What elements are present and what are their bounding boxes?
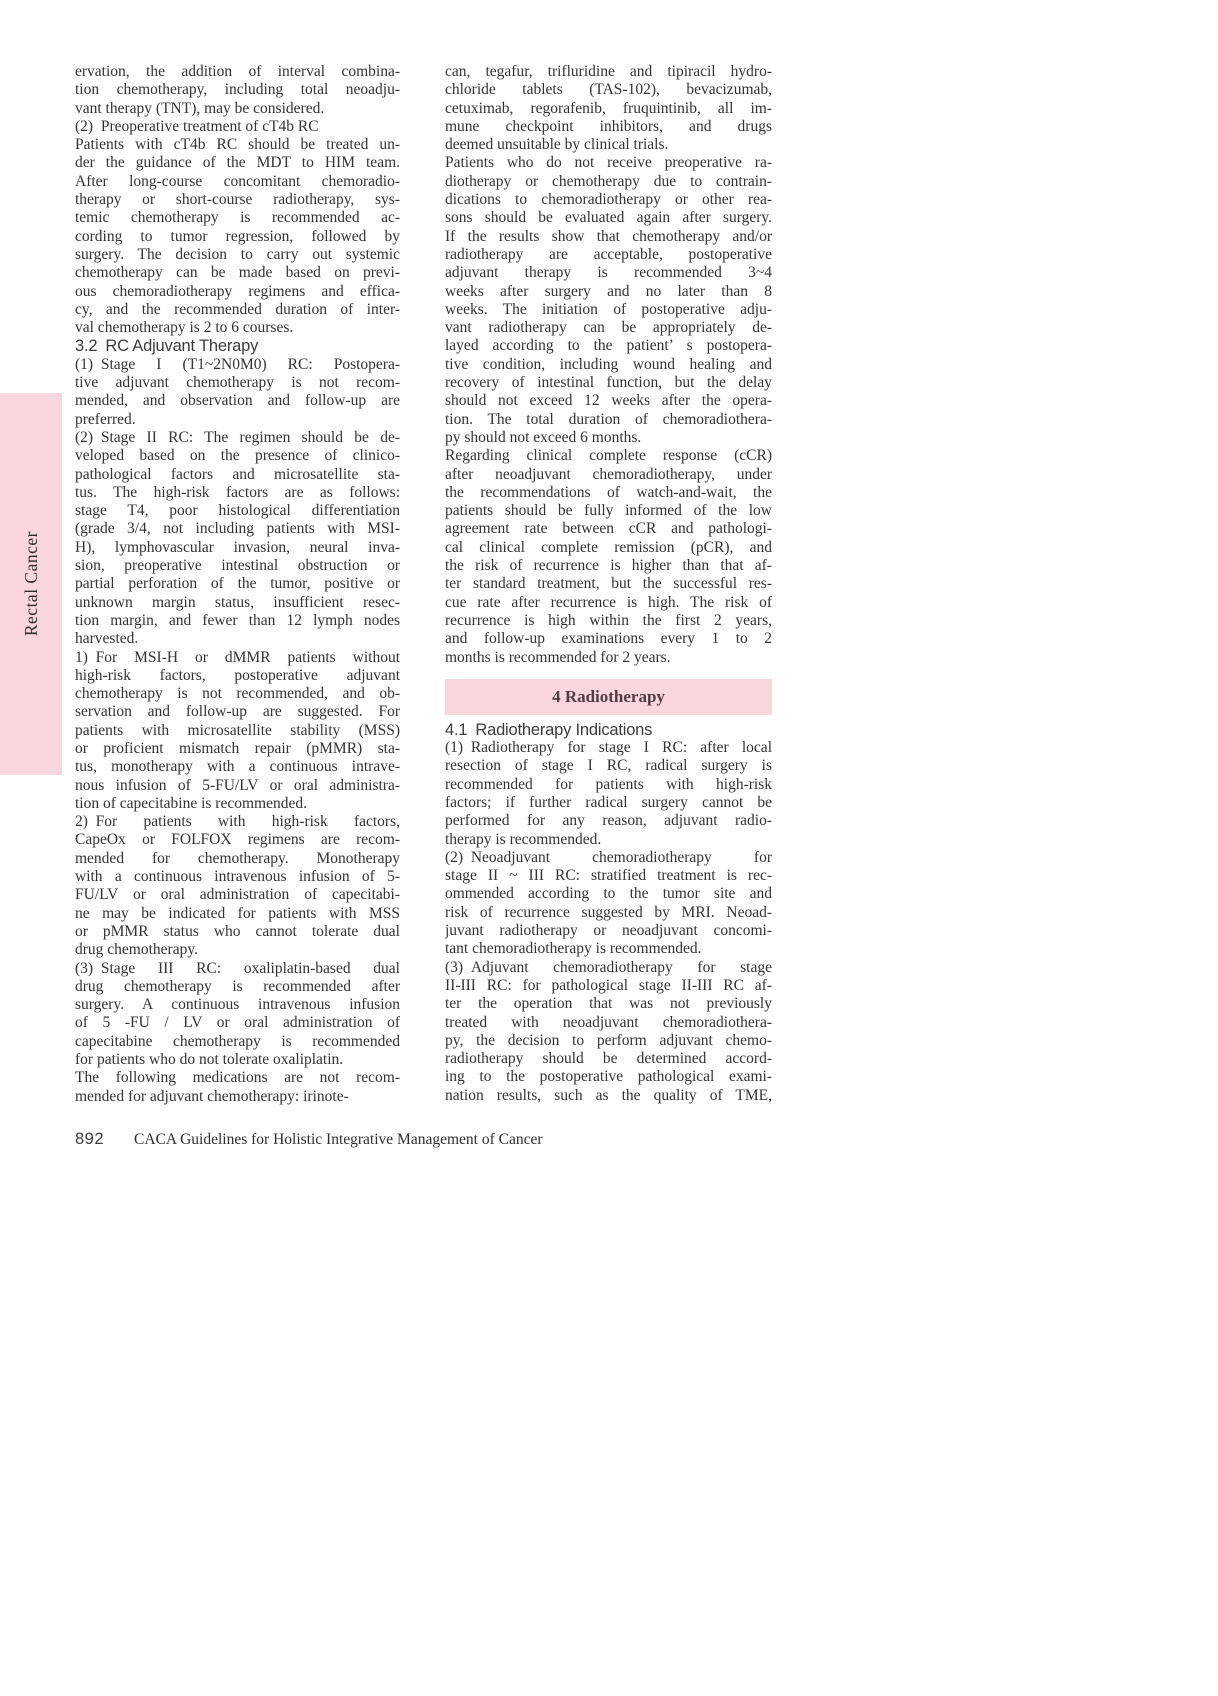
text-line: patients should be fully informed of the low bbox=[445, 502, 772, 520]
text-line: (2) Preoperative treatment of cT4b RC bbox=[75, 117, 319, 135]
text-line: weeks after surgery and no later than 8 bbox=[445, 282, 772, 300]
text-line: tive condition, including wound healing and bbox=[445, 355, 772, 373]
text-line: cy, and the recommended duration of inter- bbox=[75, 300, 400, 318]
text-line: drug chemotherapy is recommended after bbox=[75, 977, 400, 995]
text-line: tus. The high-risk factors are as follows: bbox=[75, 483, 400, 501]
text-line: recurrence is high within the first 2 years, bbox=[445, 611, 772, 629]
text-line: Patients who do not receive preoperative ra- bbox=[445, 154, 772, 172]
text-line: months is recommended for 2 years. bbox=[445, 648, 671, 666]
text-line: tus, monotherapy with a continuous intrave- bbox=[75, 758, 400, 776]
text-line: (1) Stage I (T1~2N0M0) RC: Postopera- bbox=[75, 355, 400, 373]
text-line: for patients who do not tolerate oxaliplatin. bbox=[75, 1051, 344, 1069]
left-text-column bbox=[75, 63, 400, 1106]
text-line: ommended according to the tumor site and bbox=[445, 885, 772, 903]
text-line: drug chemotherapy. bbox=[75, 941, 198, 959]
text-line: treated with neoadjuvant chemoradiothera- bbox=[445, 1013, 772, 1031]
text-line: stage II ~ III RC: stratified treatment is rec- bbox=[445, 867, 772, 885]
text-line: ous chemoradiotherapy regimens and effica- bbox=[75, 282, 400, 300]
text-line: tion margin, and fewer than 12 lymph nodes bbox=[75, 611, 400, 629]
text-line: (3) Stage III RC: oxaliplatin-based dual bbox=[75, 959, 400, 977]
text-line: II-III RC: for pathological stage II-III RC af- bbox=[445, 976, 772, 994]
text-line: or pMMR status who cannot tolerate dual bbox=[75, 922, 400, 940]
text-line: capecitabine chemotherapy is recommended bbox=[75, 1032, 400, 1050]
text-line: ing to the postoperative pathological exami- bbox=[445, 1068, 772, 1086]
subsection-heading: 3.2 RC Adjuvant Therapy bbox=[75, 337, 259, 356]
text-line: mended for chemotherapy. Monotherapy bbox=[75, 849, 400, 867]
text-line: partial perforation of the tumor, positive or bbox=[75, 575, 400, 593]
text-line: with a continuous intravenous infusion of 5- bbox=[75, 868, 400, 886]
text-line: surgery. A continuous intravenous infusion bbox=[75, 996, 400, 1014]
text-line: recommended for patients with high-risk bbox=[445, 775, 772, 793]
text-line: FU/LV or oral administration of capecitabi- bbox=[75, 886, 400, 904]
text-line: (1) Radiotherapy for stage I RC: after local bbox=[445, 739, 772, 757]
text-line: ne may be indicated for patients with MSS bbox=[75, 904, 400, 922]
text-line: pathological factors and microsatellite sta- bbox=[75, 465, 400, 483]
text-line: py should not exceed 6 months. bbox=[445, 428, 642, 446]
text-line: If the results show that chemotherapy and/or bbox=[445, 227, 772, 245]
text-line: After long-course concomitant chemoradio- bbox=[75, 172, 400, 190]
text-line: can, tegafur, trifluridine and tipiracil hydro- bbox=[445, 63, 772, 80]
text-line: tant chemoradiotherapy is recommended. bbox=[445, 940, 702, 958]
page-footer bbox=[75, 1130, 775, 1150]
text-line: cetuximab, regorafenib, fruquintinib, all im- bbox=[445, 99, 772, 117]
text-line: radiotherapy are acceptable, postoperative bbox=[445, 245, 772, 263]
text-line: chloride tablets (TAS-102), bevacizumab, bbox=[445, 81, 772, 99]
text-line: mended for adjuvant chemotherapy: irinote- bbox=[75, 1087, 349, 1105]
text-line: der the guidance of the MDT to HIM team. bbox=[75, 154, 400, 172]
text-line: radiotherapy should be determined accord- bbox=[445, 1050, 772, 1068]
text-line: should not exceed 12 weeks after the opera- bbox=[445, 392, 772, 410]
text-line: mune checkpoint inhibitors, and drugs bbox=[445, 117, 772, 135]
text-line: (2) Neoadjuvant chemoradiotherapy for bbox=[445, 848, 772, 866]
text-line: 2) For patients with high-risk factors, bbox=[75, 813, 400, 831]
text-line: py, the decision to perform adjuvant chemo- bbox=[445, 1031, 772, 1049]
text-line: cal clinical complete remission (pCR), and bbox=[445, 538, 772, 556]
text-line: tion chemotherapy, including total neoadju- bbox=[75, 81, 400, 99]
text-line: patients with microsatellite stability (MSS) bbox=[75, 721, 400, 739]
text-line: (2) Stage II RC: The regimen should be de- bbox=[75, 428, 400, 446]
text-line: cording to tumor regression, followed by bbox=[75, 227, 400, 245]
text-line: ter standard treatment, but the successful res- bbox=[445, 575, 772, 593]
text-line: resection of stage I RC, radical surgery is bbox=[445, 757, 772, 775]
text-line: and follow-up examinations every 1 to 2 bbox=[445, 630, 772, 648]
text-line: diotherapy or chemotherapy due to contrain- bbox=[445, 172, 772, 190]
text-line: Patients with cT4b RC should be treated un- bbox=[75, 136, 400, 154]
text-line: vant radiotherapy can be appropriately de- bbox=[445, 319, 772, 337]
text-line: sion, preoperative intestinal obstruction or bbox=[75, 557, 400, 575]
text-line: high-risk factors, postoperative adjuvant bbox=[75, 666, 400, 684]
chapter-label: Rectal Cancer bbox=[20, 531, 41, 637]
journal-title: CACA Guidelines for Holistic Integrative Management of Cancer bbox=[134, 1131, 543, 1148]
text-line: nous infusion of 5-FU/LV or oral administra- bbox=[75, 776, 400, 794]
page-number: 892 bbox=[75, 1130, 105, 1148]
text-line: deemed unsuitable by clinical trials. bbox=[445, 136, 669, 154]
text-line: Regarding clinical complete response (cCR) bbox=[445, 447, 772, 465]
text-line: vant therapy (TNT), may be considered. bbox=[75, 99, 325, 117]
text-line: CapeOx or FOLFOX regimens are recom- bbox=[75, 831, 400, 849]
text-line: juvant radiotherapy or neoadjuvant concomi- bbox=[445, 922, 772, 940]
text-line: unknown margin status, insufficient resec- bbox=[75, 593, 400, 611]
subsection-heading: 4.1 Radiotherapy Indications bbox=[445, 720, 653, 739]
text-line: surgery. The decision to carry out systemic bbox=[75, 245, 400, 263]
text-line: tion. The total duration of chemoradiothera- bbox=[445, 410, 772, 428]
text-line: factors; if further radical surgery cannot be bbox=[445, 793, 772, 811]
text-line: tion of capecitabine is recommended. bbox=[75, 794, 307, 812]
text-line: val chemotherapy is 2 to 6 courses. bbox=[75, 319, 294, 337]
text-line: weeks. The initiation of postoperative adju- bbox=[445, 300, 772, 318]
text-line: after neoadjuvant chemoradiotherapy, under bbox=[445, 465, 772, 483]
text-line: harvested. bbox=[75, 630, 139, 648]
text-line: of 5 -FU / LV or oral administration of bbox=[75, 1014, 400, 1032]
chapter-tab bbox=[0, 393, 62, 775]
text-line: mended, and observation and follow-up are bbox=[75, 392, 400, 410]
text-line: (grade 3/4, not including patients with MSI- bbox=[75, 520, 400, 538]
text-line: ter the operation that was not previously bbox=[445, 995, 772, 1013]
right-text-column bbox=[445, 63, 772, 1105]
text-line: stage T4, poor histological differentiation bbox=[75, 502, 400, 520]
text-line: (3) Adjuvant chemoradiotherapy for stage bbox=[445, 958, 772, 976]
text-line: chemotherapy can be made based on previ- bbox=[75, 264, 400, 282]
text-line: sons should be evaluated again after surgery. bbox=[445, 209, 772, 227]
text-line: H), lymphovascular invasion, neural inva- bbox=[75, 538, 400, 556]
text-line: or proficient mismatch repair (pMMR) sta- bbox=[75, 739, 400, 757]
text-line: ervation, the addition of interval combina- bbox=[75, 63, 400, 80]
text-line: the recommendations of watch-and-wait, the bbox=[445, 483, 772, 501]
text-line: 1) For MSI-H or dMMR patients without bbox=[75, 648, 400, 666]
text-line: servation and follow-up are suggested. For bbox=[75, 703, 400, 721]
text-line: dications to chemoradiotherapy or other rea- bbox=[445, 191, 772, 209]
text-line: chemotherapy is not recommended, and ob- bbox=[75, 685, 400, 703]
text-line: veloped based on the presence of clinico- bbox=[75, 447, 400, 465]
text-line: agreement rate between cCR and pathologi- bbox=[445, 520, 772, 538]
text-line: performed for any reason, adjuvant radio- bbox=[445, 812, 772, 830]
text-line: The following medications are not recom- bbox=[75, 1069, 400, 1087]
section-heading: 4 Radiotherapy bbox=[445, 679, 772, 715]
text-line: temic chemotherapy is recommended ac- bbox=[75, 209, 400, 227]
text-line: the risk of recurrence is higher than that af- bbox=[445, 557, 772, 575]
text-line: risk of recurrence suggested by MRI. Neoad- bbox=[445, 903, 772, 921]
text-line: cue rate after recurrence is high. The risk of bbox=[445, 593, 772, 611]
text-line: therapy is recommended. bbox=[445, 830, 602, 848]
text-line: tive adjuvant chemotherapy is not recom- bbox=[75, 374, 400, 392]
text-line: nation results, such as the quality of TME, bbox=[445, 1086, 772, 1104]
text-line: adjuvant therapy is recommended 3~4 bbox=[445, 264, 772, 282]
text-line: therapy or short-course radiotherapy, sys- bbox=[75, 191, 400, 209]
text-line: recovery of intestinal function, but the delay bbox=[445, 374, 772, 392]
text-line: preferred. bbox=[75, 410, 136, 428]
text-line: layed according to the patient’ s postopera- bbox=[445, 337, 772, 355]
